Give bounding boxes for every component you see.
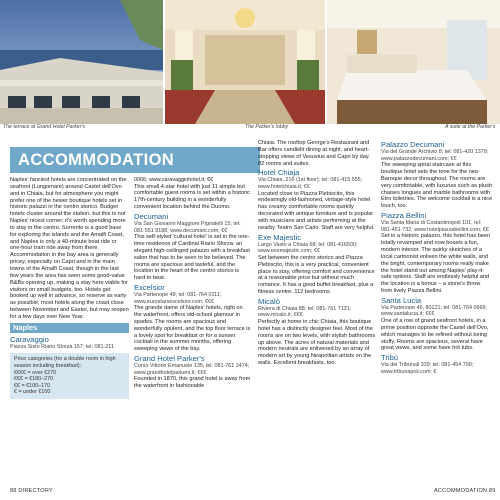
hotel-description: Perfectly at home in chic Chiaia, this boutique hotel has a distinctly designer feel. Most of the rooms are on two levels, with stylish bathrooms up above. The acres of natural materials and modern neutrals are enlivened by an array of modern art by young Neapolitan artists on the walls. Excellent breakfasts, too. [258,319,376,367]
price-categories-box [10,353,129,399]
hotel-description: The grande dame of Naples' hotels, right on the waterfront, offers old-school glamour in spades. The rooms are spacious and wonderfully opulent, and the top floor terrace is a lovely spot for breakfast or for a sunset cocktail in the summer months, offering sweeping views of the bay. [134,305,251,353]
hotel-name: Exe Majestic [258,232,302,242]
hotel-address: Via San Giovanni Maggiore Pignatelli 15; tel: 081-551 8188; www.decumani.com; €€ [134,220,241,234]
footer-right: ACCOMMODATION 89 [434,488,496,494]
price-line: €€ = €100–170 [14,382,51,389]
hotel-address: Piazza Sisto Riario Sforza 157; tel: 081-211 [10,343,114,350]
section-naples: Naples [10,323,129,333]
column-2 [134,177,251,390]
hotel-description: This self-styled 'cultural hotel' is set in the one-time residence of Cardinal Riario Sforza: an elegant high-ceilinged palazzo with a breakfast salon that has to be seen to be believed. The rooms are spacious and tasteful, and the location in the heart of the centro storico is hard to beat. [134,234,250,282]
hotel-name: Santa Lucia [381,295,422,305]
hotel-name: Micalò [258,296,280,306]
hotel-description: Chiaia. The rooftop George's Restaurant and Bar offers candlelit dining at night, and heart-stopping views of Vesuvius and Capri by day. 82 rooms and suites. [258,140,370,167]
footer-left: 88 DIRECTORY [10,488,53,494]
price-line: €€€€ = over €270 [14,369,57,376]
hotel-name: Hotel Chiaja [258,168,300,178]
hotel-address: Largo Vasto a Chiaia 68; tel: 081-416500; www.exemajestic.com; €€ [258,241,358,255]
hotel-address: Via Partenope 48; tel: 081-764 0111; www.eurostarsexcelsior.com; €€€ [134,292,222,305]
page-title: ACCOMMODATION [18,151,175,169]
hotel-description: Founded in 1870, this grand hotel is away from the waterfront in fashionable [134,376,251,390]
hotel-address: Via dei Tribunali 339; tel: 081-454 799; www.tribunapoli.com; € [381,362,474,375]
hotel-description: One of a row of grand seafront hotels, in a prime position opposite the Castel dell'Ovo, which manages to be refined without being stuffy. Rooms are spacious, several have great views, and some have hot tubs. [381,318,489,352]
hotel-address: 0066; www.caravaggiohotel.it; €€ [134,177,214,183]
hotel-name: Tribù [381,353,399,363]
price-intro: Price categories (for a double room in high season including breakfast): [14,356,116,369]
caption-lobby: The Parker's lobby [245,124,289,130]
hotel-description: The sweeping spiral staircase at this boutique hotel sets the tone for the neo-Baroque decor throughout. The rooms are very comfortable, with luxuries such as plush chaises longues and marble bathrooms with Etro toiletries. The welcome cocktail is a nice touch, too. [381,162,493,210]
suite-photo [327,0,500,124]
column-4 [381,140,493,375]
hotel-address: Via Santa Maria di Costantinopoli 101; tel: 081-451 732; www.hotelpiazzabellini.com; €€ [381,220,489,233]
hotel-description: Located close to Piazza Plebiscito, this endearingly old-fashioned, vintage-style hotel has creamy comfortable rooms quirkily decorated with antique furniture and is popular with musicians and artists performing at the nearby Teatro San Carlo. Staff are very helpful. [258,190,375,231]
hotel-address: Riviera di Chiaia 88; tel: 081-761 7131; www.micalo.it; €€€ [258,305,352,319]
column-1 [10,177,129,399]
price-line: €€€ = €180–270 [14,376,54,383]
caption-suite: A suite at the Parker's [445,124,496,130]
terrace-photo [0,0,163,124]
photo-strip [0,0,500,132]
hotel-name: Decumani [134,211,169,221]
hotel-name: Caravaggio [10,334,49,344]
section-header [10,147,260,173]
price-line: € = under €100 [14,389,51,396]
hotel-name: Palazzo Decumani [381,140,445,149]
column-3 [258,140,376,367]
hotel-address: Via Chiaia, 216 (1st floor); tel: 081-415 555; www.hotelchiaia.it; €€ [258,177,363,190]
hotel-name: Grand Hotel Parker's [134,354,205,364]
caption-terrace: The terrace at Grand Hotel Parker's [3,124,86,130]
hotel-address: Via del Grande Archivio 8; tel: 081-420 1379; www.palazzodecumani.com; €€ [381,149,489,162]
hotel-name: Piazza Bellini [381,211,427,221]
hotel-description: Set in a historic palazzo, this hotel has been totally revamped and now boasts a fun, modern interior. The quirky sketches of a local cartoonist enliven the white walls, and the bright, contemporary rooms really make the hotel stand out among Naples' play-it-safe options. Staff are endlessly helpful and the location is a bonus – a stone's throw from lively Piazza Bellini. [381,233,491,295]
lobby-photo [165,0,325,124]
intro-paragraph: Naples' fanciest hotels are concentrated on the seafront (Lungomare) around Castel dell'Ovo and in Chiaia, but for atmosphere you might prefer one of the newer boutique hotels set in historic palazzi in the centro storico. Budget hotels cluster around the station, but this is not Naples' nicest corner; it's worth spending more to stay in the centro. Sorrento is a good base for exploring the islands and the Amalfi Coast, and Naples is only a 40-minute boat ride or one-hour train ride away from there. Accommodation in the bay area is generally pricey, especially on Capri and in the main towns of the Amalfi Coast, though in the last few years the area has seen some good-value B&Bs opening up, making a stay here viable for visitors on small budgets, too. Hotels get booked up well in advance, so reserve as early as possible; most hotels along the coast close between November and Easter, but may reopen for a few days over New Year. [10,177,129,320]
hotel-address: Corso Vittorio Emanuele 135; tel: 081-761 2474; www.grandhotelparkers.it; €€€ [134,363,250,376]
hotel-address: Via Partenope 46, 80121; tel: 081-764 0666; www.santalucia.it; €€€ [381,304,488,318]
hotel-name: Excelsior [134,283,165,293]
hotel-description: Set between the centro storico and Piazza Plebiscito, this is a very practical, convenient place to stay, offering comfort and convenience at a reasonable price but without much romance. It has a good buffet breakfast, plus a fitness centre. 112 bedrooms. [258,254,375,296]
hotel-description: This small 4-star hotel with just 11 simple but comfortable guest rooms is set within a historic 17th-century building in a wonderfully convenient location behind the Duomo. [134,183,250,211]
